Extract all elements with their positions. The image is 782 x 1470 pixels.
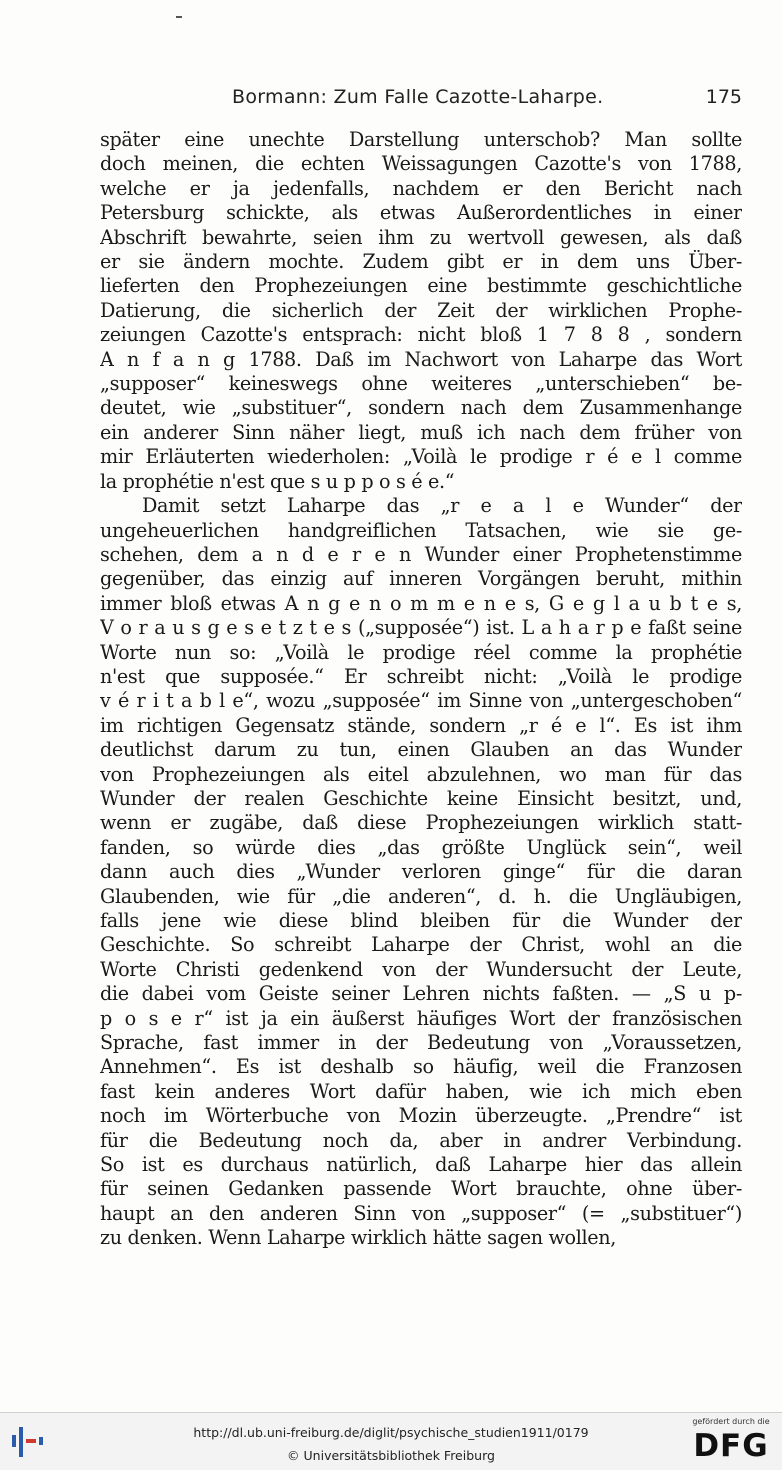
text-line: fast kein anderes Wort dafür haben, wie ich mich eben [100,1079,742,1103]
text-line: dann auch dies „Wunder verloren ginge“ für die daran [100,860,742,884]
body-text [100,128,742,1251]
text-line: wenn er zugäbe, daß diese Prophezeiungen wirklich statt- [100,811,742,835]
text-line: doch meinen, die echten Weissagungen Cazotte's von 1788, [100,152,742,176]
text-line: n'est que supposée.“ Er schreibt nicht: „Voilà le prodige [100,664,742,688]
text-line: schehen, dem a n d e r e n Wunder einer Prophetenstimme [100,542,742,566]
footer-url-link[interactable]: http://dl.ub.uni-freiburg.de/diglit/psychische_studien1911/0179 [193,1425,589,1440]
text-line: Worte nun so: „Voilà le prodige réel comme la prophétie [100,640,742,664]
text-line: zu denken. Wenn Laharpe wirklich hätte sagen wollen, [100,1226,617,1250]
text-line: zeiungen Cazotte's entsprach: nicht bloß 1 7 8 8 , sondern [100,323,742,347]
text-line: lieferten den Prophezeiungen eine bestimmte geschichtliche [100,274,742,298]
text-line: „supposer“ keineswegs ohne weiteres „unterschieben“ be- [100,372,742,396]
text-line: Damit setzt Laharpe das „r e a l e Wunder“ der [142,494,742,518]
dfg-funder-block[interactable] [690,1417,772,1467]
text-line: später eine unechte Darstellung unterschob? Man sollte [100,128,742,151]
text-line: gegenüber, das einzig auf inneren Vorgängen beruht, mithin [100,567,742,591]
text-line: die dabei vom Geiste seiner Lehren nichts faßten. — „S u p- [100,982,742,1006]
text-line: er sie ändern mochte. Zudem gibt er in dem uns Über- [100,250,742,274]
running-head [100,86,742,116]
text-line: Datierung, die sicherlich der Zeit der wirklichen Prophe- [100,298,742,322]
text-line: Wunder der realen Geschichte keine Einsicht besitzt, und, [100,786,742,810]
page-number: 175 [705,86,742,108]
text-line: A n f a n g 1788. Daß im Nachwort von Laharpe das Wort [100,347,742,371]
text-line: mir Erläuterten wiederholen: „Voilà le prodige r é e l comme [100,445,742,469]
text-line: immer bloß etwas A n g e n o m m e n e s, G e g l a u b t e s, [100,591,742,615]
running-title: Bormann: Zum Falle Cazotte-Laharpe. [232,86,604,108]
text-line: falls jene wie diese blind bleiben für die Wunder der [100,909,742,932]
text-line: für die Bedeutung noch da, aber in andrer Verbindung. [100,1128,742,1152]
text-line: deutlichst darum zu tun, einen Glauben an das Wunder [100,738,742,762]
text-line: noch im Wörterbuche von Mozin überzeugte. „Prendre“ ist [100,1104,742,1128]
text-line: ein anderer Sinn näher liegt, muß ich nach dem früher von [100,420,742,444]
text-line: So ist es durchaus natürlich, daß Laharpe hier das allein [100,1153,742,1177]
text-line: V o r a u s g e s e t z t e s („supposée“) ist. L a h a r p e faßt seine [100,616,742,640]
text-line: Abschrift bewahrte, seien ihm zu wertvoll gewesen, als daß [100,225,742,249]
text-line: v é r i t a b l e“, wozu „supposée“ im Sinne von „untergeschoben“ [100,689,742,713]
text-line: Petersburg schickte, als etwas Außerordentliches in einer [100,201,742,225]
text-line: haupt an den anderen Sinn von „supposer“ (= „substituer“) [100,1201,742,1225]
text-line: deutet, wie „substituer“, sondern nach dem Zusammenhange [100,396,742,420]
scan-speck [176,16,182,18]
text-line: p o s e r“ ist ja ein äußerst häufiges Wort der französischen [100,1006,742,1030]
text-line: fanden, so würde dies „das größte Unglück sein“, weil [100,835,742,859]
funder-caption: gefördert durch die [692,1417,770,1426]
text-line: welche er ja jedenfalls, nachdem er den Bericht nach [100,176,742,200]
text-line: von Prophezeiungen als eitel abzulehnen, wo man für das [100,762,742,786]
text-line: la prophétie n'est que s u p p o s é e.“ [100,469,455,493]
text-line: Annehmen“. Es ist deshalb so häufig, weil die Franzosen [100,1055,742,1079]
text-line: Glaubenden, wie für „die anderen“, d. h. die Ungläubigen, [100,884,742,908]
footer-copyright: © Universitätsbibliothek Freiburg [287,1448,495,1463]
text-line: Worte Christi gedenkend von der Wundersucht der Leute, [100,957,742,981]
dfg-logo: DFG [693,1428,769,1464]
text-line: Geschichte. So schreibt Laharpe der Christ, wohl an die [100,933,742,957]
text-line: Sprache, fast immer in der Bedeutung von „Voraussetzen, [100,1031,742,1055]
footer-bar [0,1412,782,1470]
text-line: im richtigen Gegensatz stände, sondern „r é e l“. Es ist ihm [100,713,742,737]
text-line: ungeheuerlichen handgreiflichen Tatsachen, wie sie ge- [100,518,742,542]
text-line: für seinen Gedanken passende Wort brauchte, ohne über- [100,1177,742,1201]
